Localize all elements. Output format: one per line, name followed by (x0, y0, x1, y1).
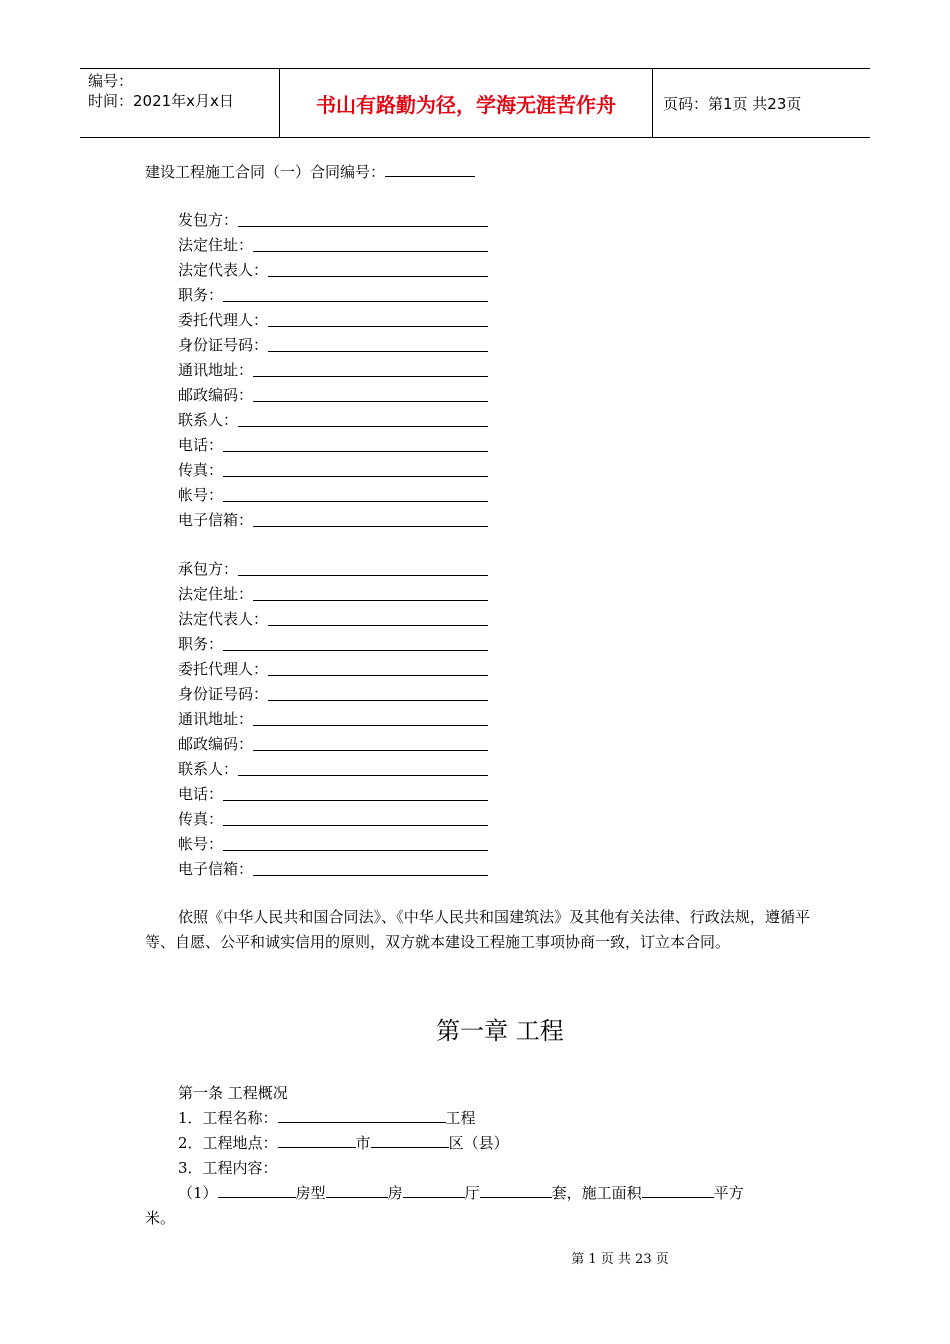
page-footer: 第 1 页 共 23 页 (571, 1252, 669, 1267)
party-b-field (178, 634, 488, 654)
party-a-field (178, 260, 488, 280)
party-a-field (178, 235, 488, 255)
item-project-content: 3．工程内容： (178, 1159, 278, 1177)
contract-title: 建设工程施工合同（一）合同编号： (145, 163, 386, 181)
field-blank[interactable] (253, 859, 488, 876)
party-b-field (178, 684, 488, 704)
party-a-field (178, 485, 488, 505)
item-project-name-suffix: 工程 (445, 1109, 476, 1127)
field-label: 帐号： (178, 835, 224, 853)
party-b-field (178, 809, 488, 829)
item-project-name (178, 1108, 476, 1128)
document-time-label: 时间：2021年x月x日 (88, 92, 234, 110)
field-blank[interactable] (223, 834, 488, 851)
field-blank[interactable] (223, 809, 488, 826)
field-label: 联系人： (178, 760, 239, 778)
field-blank[interactable] (253, 385, 488, 402)
party-a-field (178, 335, 488, 355)
square-label: 平方 (713, 1184, 744, 1202)
party-b-field (178, 559, 488, 579)
field-label: 委托代理人： (178, 311, 269, 329)
field-blank[interactable] (223, 634, 488, 651)
field-label: 法定代表人： (178, 610, 269, 628)
field-label: 电话： (178, 785, 224, 803)
field-label: 职务： (178, 635, 224, 653)
field-blank[interactable] (268, 609, 488, 626)
item-project-location (178, 1133, 509, 1153)
housing-blank-2[interactable] (326, 1183, 388, 1198)
field-label: 通讯地址： (178, 361, 254, 379)
field-blank[interactable] (238, 410, 488, 427)
field-blank[interactable] (223, 485, 488, 502)
party-a-field (178, 285, 488, 305)
district-label: 区（县） (448, 1134, 509, 1152)
chapter-title: 第一章 工程 (436, 1017, 564, 1045)
party-b-field (178, 834, 488, 854)
page-header (80, 68, 870, 138)
party-a-field (178, 410, 488, 430)
contract-title-line (145, 162, 475, 182)
field-blank[interactable] (223, 784, 488, 801)
field-blank[interactable] (253, 709, 488, 726)
field-blank[interactable] (253, 584, 488, 601)
field-blank[interactable] (268, 260, 488, 277)
unit-area-label: 套，施工面积 (551, 1184, 642, 1202)
field-label: 传真： (178, 810, 224, 828)
housing-blank-3[interactable] (403, 1183, 465, 1198)
field-blank[interactable] (253, 734, 488, 751)
district-blank[interactable] (371, 1133, 449, 1148)
field-label: 法定住址： (178, 585, 254, 603)
field-label: 发包方： (178, 211, 239, 229)
field-blank[interactable] (253, 510, 488, 527)
field-label: 通讯地址： (178, 710, 254, 728)
field-blank[interactable] (238, 559, 488, 576)
field-blank[interactable] (253, 360, 488, 377)
field-label: 联系人： (178, 411, 239, 429)
sub-item-prefix: （1） (178, 1184, 218, 1202)
party-b-field (178, 659, 488, 679)
housing-blank-5[interactable] (642, 1183, 714, 1198)
party-a-field (178, 310, 488, 330)
document-number-label: 编号： (88, 72, 134, 90)
field-label: 邮政编码： (178, 735, 254, 753)
field-blank[interactable] (223, 460, 488, 477)
field-label: 委托代理人： (178, 660, 269, 678)
room-label: 房 (387, 1184, 403, 1202)
housing-blank-4[interactable] (480, 1183, 552, 1198)
field-label: 法定住址： (178, 236, 254, 254)
city-blank[interactable] (278, 1133, 356, 1148)
field-label: 电子信箱： (178, 860, 254, 878)
field-label: 邮政编码： (178, 386, 254, 404)
header-page-info: 页码：第1页 共23页 (663, 94, 802, 113)
header-motto: 书山有路勤为径，学海无涯苦作舟 (280, 69, 653, 137)
field-blank[interactable] (268, 684, 488, 701)
party-b-field (178, 584, 488, 604)
field-blank[interactable] (268, 335, 488, 352)
housing-blank-1[interactable] (218, 1183, 296, 1198)
item-project-name-label: 1．工程名称： (178, 1109, 278, 1127)
field-label: 身份证号码： (178, 336, 269, 354)
city-label: 市 (355, 1134, 371, 1152)
item-project-location-label: 2．工程地点： (178, 1134, 278, 1152)
field-label: 电话： (178, 436, 224, 454)
party-a-field (178, 360, 488, 380)
hall-label: 厅 (464, 1184, 480, 1202)
sub-item-tail: 米。 (145, 1209, 176, 1227)
field-blank[interactable] (268, 659, 488, 676)
field-label: 帐号： (178, 486, 224, 504)
header-meta (80, 69, 280, 137)
field-blank[interactable] (238, 759, 488, 776)
party-b-field (178, 734, 488, 754)
field-blank[interactable] (253, 235, 488, 252)
contract-number-blank[interactable] (385, 162, 475, 177)
field-label: 身份证号码： (178, 685, 269, 703)
article-heading: 第一条 工程概况 (178, 1084, 288, 1102)
field-blank[interactable] (268, 310, 488, 327)
party-a-field (178, 460, 488, 480)
field-label: 承包方： (178, 560, 239, 578)
field-label: 职务： (178, 286, 224, 304)
party-b-field (178, 759, 488, 779)
party-b-field (178, 609, 488, 629)
party-a-field (178, 510, 488, 530)
party-b-field (178, 784, 488, 804)
field-label: 传真： (178, 461, 224, 479)
party-a-field (178, 385, 488, 405)
party-a-field (178, 435, 488, 455)
field-blank[interactable] (223, 285, 488, 302)
field-blank[interactable] (238, 210, 488, 227)
field-blank[interactable] (223, 435, 488, 452)
field-label: 法定代表人： (178, 261, 269, 279)
house-type-label: 房型 (295, 1184, 326, 1202)
project-name-blank[interactable] (278, 1108, 446, 1123)
party-b-field (178, 859, 488, 879)
party-b-field (178, 709, 488, 729)
field-label: 电子信箱： (178, 511, 254, 529)
sub-item-housing (178, 1183, 744, 1203)
party-a-field (178, 210, 488, 230)
intro-paragraph: 依照《中华人民共和国合同法》、《中华人民共和国建筑法》及其他有关法律、行政法规，遵循平等、自愿、公平和诚实信用的原则，双方就本建设工程施工事项协商一致，订立本合同。 (145, 908, 810, 951)
